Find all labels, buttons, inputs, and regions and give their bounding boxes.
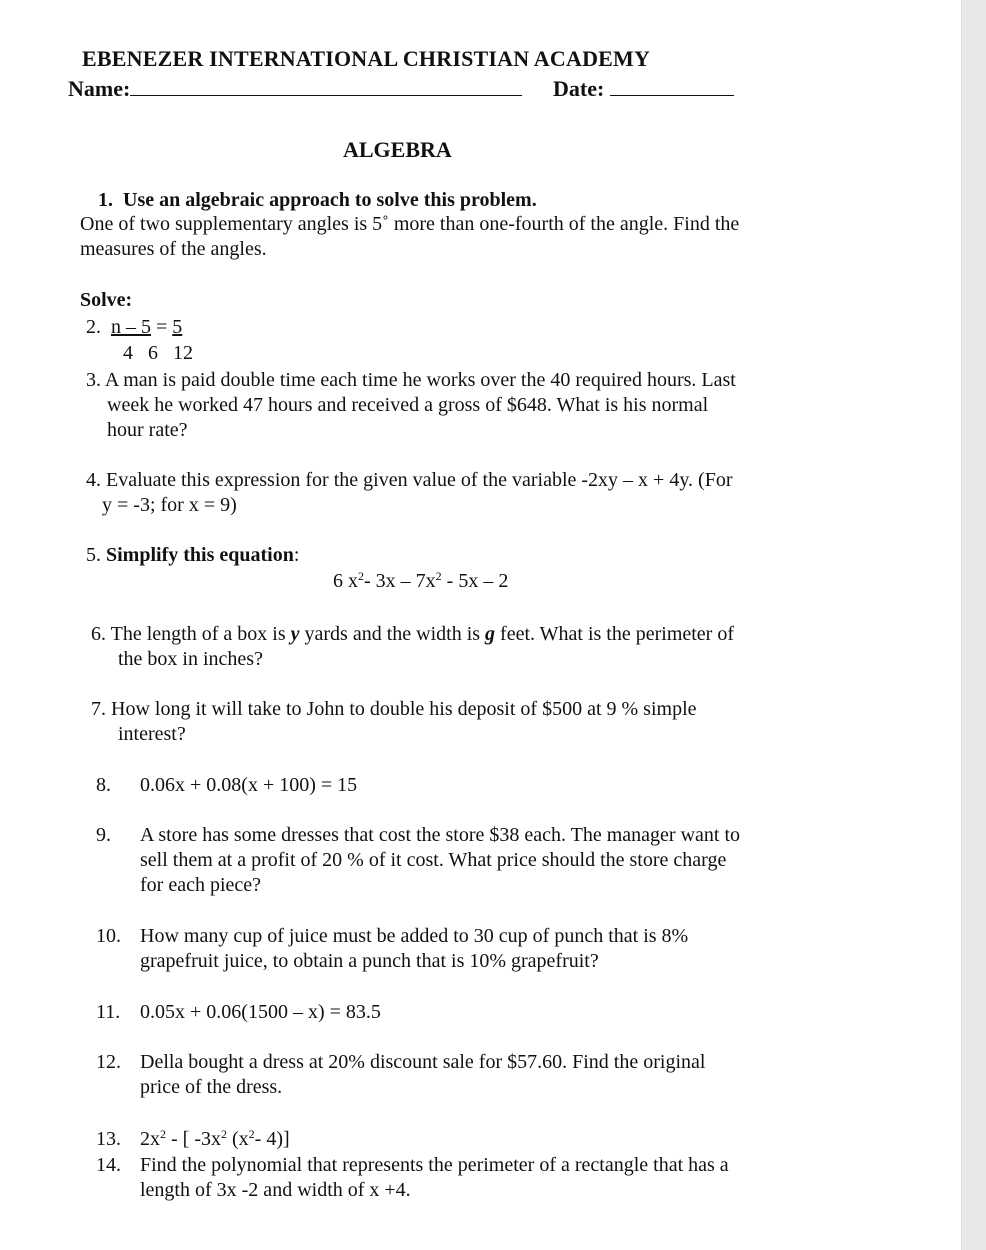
q11-text: 0.05x + 0.06(1500 – x) = 83.5: [140, 1001, 381, 1023]
q5-heading: [86, 543, 299, 568]
q1-text-line1: One of two supplementary angles is 5˚ more than one-fourth of the angle. Find the: [80, 213, 740, 235]
q2-numerator-5a: 5: [141, 316, 151, 338]
q2-minus: –: [121, 316, 141, 338]
q13-exponent-2: 2: [220, 1127, 227, 1141]
q13-part-a: 2x: [140, 1128, 160, 1150]
name-label: Name:: [68, 76, 131, 101]
page-scrollbar[interactable]: [961, 0, 986, 1250]
q13-number: 13.: [96, 1128, 121, 1150]
q6-var-y: y: [290, 623, 300, 645]
q14-line2: length of 3x -2 and width of x +4.: [140, 1179, 411, 1201]
q14-line1: Find the polynomial that represents the perimeter of a rectangle that has a: [140, 1154, 729, 1176]
q9-number: 9.: [96, 824, 111, 846]
q12-line1: Della bought a dress at 20% discount sale for $57.60. Find the original: [140, 1051, 706, 1073]
q13-part-b: - [ -3x: [166, 1128, 221, 1150]
q5-colon: :: [293, 544, 300, 566]
q6-var-g: g: [485, 623, 496, 645]
q1-instruction: [98, 188, 537, 213]
q6-pre: 6. The length of a box is: [91, 623, 291, 645]
q1-instruction-text: Use an algebraic approach to solve this problem.: [123, 189, 537, 211]
q9-line3: for each piece?: [140, 874, 262, 896]
date-label: Date:: [553, 76, 605, 101]
q5-expr-c: - 5x – 2: [441, 570, 509, 592]
q3-line1: 3. A man is paid double time each time he works over the 40 required hours. Last: [86, 369, 736, 391]
q7-line1: 7. How long it will take to John to double his deposit of $500 at 9 % simple: [91, 698, 697, 720]
q10-number: 10.: [96, 925, 121, 947]
q2-denominators: [123, 341, 193, 366]
q5-label: Simplify this equation: [106, 544, 294, 566]
q9-line1: A store has some dresses that cost the store $38 each. The manager want to: [140, 824, 741, 846]
q10-line1: How many cup of juice must be added to 30 cup of punch that is 8%: [140, 925, 689, 947]
q6-post: feet. What is the perimeter of: [495, 623, 735, 645]
q13-exponent-1: 2: [160, 1127, 166, 1141]
q8-number: 8.: [96, 774, 111, 796]
q2-numerator-5b: 5: [172, 316, 183, 338]
date-blank-line: [610, 77, 734, 96]
page-title: ALGEBRA: [343, 137, 452, 162]
q2-equals: =: [151, 316, 173, 338]
name-blank-line: [130, 77, 522, 96]
date-field: [553, 76, 734, 101]
q12-number: 12.: [96, 1051, 121, 1073]
q5-exponent-1: 2: [358, 569, 364, 583]
q2-number: 2.: [86, 316, 101, 338]
name-field: [68, 76, 522, 101]
q2-denominator-6: 6: [148, 342, 158, 364]
q11-number: 11.: [96, 1001, 121, 1023]
q6-mid: yards and the width is: [299, 623, 486, 645]
q13-part-d: - 4)]: [254, 1128, 290, 1150]
q4-line1: 4. Evaluate this expression for the given value of the variable -2xy – x + 4y. (For: [86, 469, 733, 491]
q2-equation: [86, 315, 182, 340]
q2-numerator-n: n: [111, 316, 121, 338]
q3-line2: week he worked 47 hours and received a gross of $648. What is his normal: [107, 394, 709, 416]
q1-number: 1.: [98, 189, 113, 211]
q14-number: 14.: [96, 1154, 121, 1176]
school-name: EBENEZER INTERNATIONAL CHRISTIAN ACADEMY: [82, 46, 651, 71]
solve-label: Solve:: [80, 289, 133, 311]
q13-part-c: (x: [226, 1128, 249, 1150]
q5-number: 5.: [86, 544, 101, 566]
q2-denominator-12: 12: [173, 342, 193, 364]
q5-expression: [333, 569, 508, 594]
q6-line2: the box in inches?: [118, 648, 263, 670]
q7-line2: interest?: [118, 723, 186, 745]
q13-expression: [140, 1127, 290, 1152]
q2-denominator-4: 4: [123, 342, 133, 364]
q12-line2: price of the dress.: [140, 1076, 283, 1098]
q8-text: 0.06x + 0.08(x + 100) = 15: [140, 774, 358, 796]
q10-line2: grapefruit juice, to obtain a punch that is 10% grapefruit?: [140, 950, 599, 972]
q5-exponent-2: 2: [435, 569, 442, 583]
q13-exponent-3: 2: [248, 1127, 255, 1141]
q4-line2: y = -3; for x = 9): [102, 494, 237, 516]
q5-expr-b: - 3x – 7x: [364, 570, 436, 592]
q9-line2: sell them at a profit of 20 % of it cost. What price should the store charge: [140, 849, 727, 871]
q5-expr-a: 6 x: [333, 570, 358, 592]
q3-line3: hour rate?: [107, 419, 188, 441]
q1-text-line2: measures of the angles.: [80, 238, 267, 260]
q6-line1: [91, 622, 734, 647]
